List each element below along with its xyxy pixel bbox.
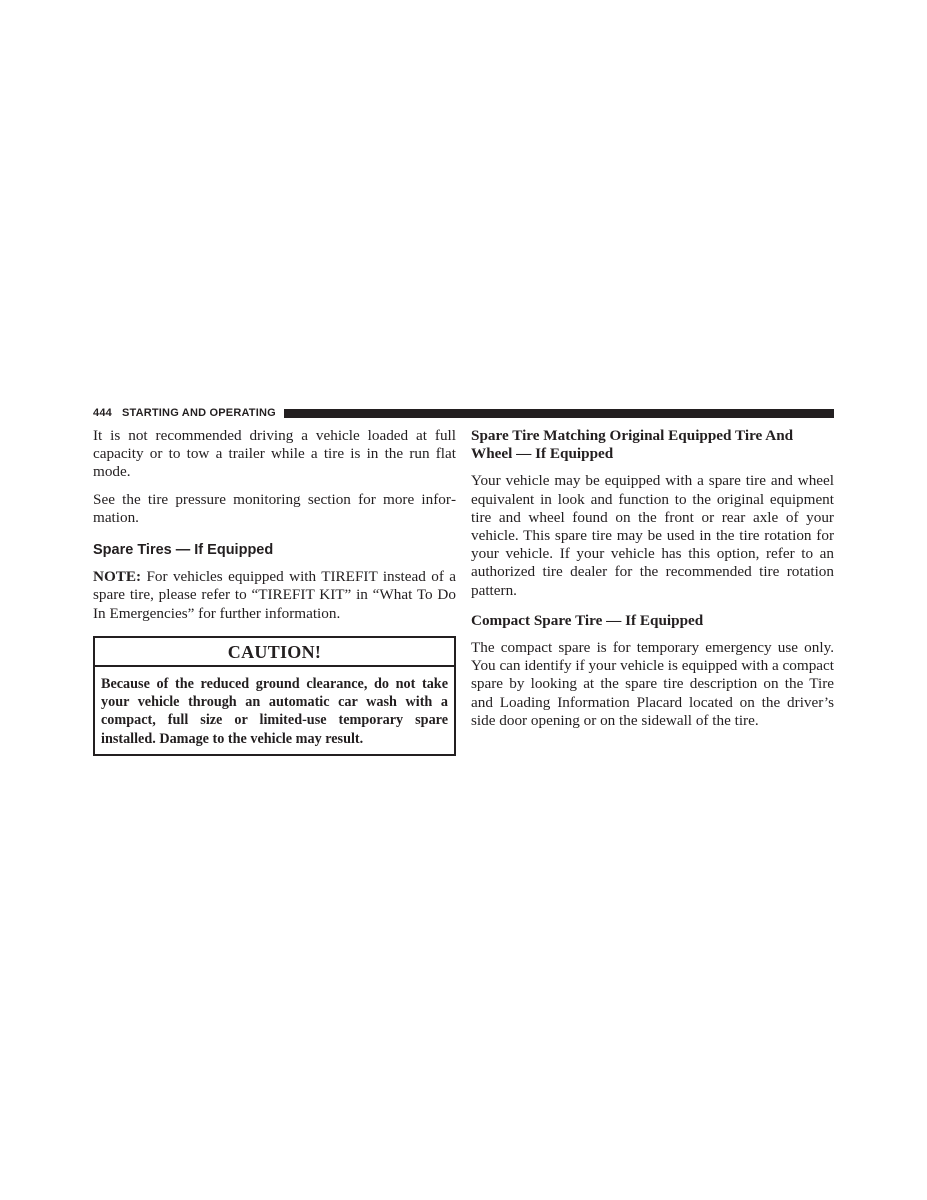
heading-compact-spare: Compact Spare Tire — If Equipped: [471, 611, 704, 629]
page-number: 444: [93, 407, 112, 419]
header-rule: [284, 409, 834, 418]
section-title: STARTING AND OPERATING: [121, 407, 276, 419]
right-column: [471, 427, 834, 739]
note-label: NOTE:: [93, 568, 142, 586]
paragraph-tpms-reference: See the tire pressure monitoring section for more information.: [93, 490, 456, 526]
caution-body: Because of the reduced ground clearance, do not take your vehicle through an automatic car wash with a compact, full size or limited-use temporary spare installed. Damage to the vehicle may result.: [101, 676, 448, 747]
caution-box: [93, 636, 456, 756]
note-text: For vehicles equipped with TIREFIT instead of a spare tire, please refer to “TIREFIT KIT” in “What To Do In Emergencies” for further information.: [93, 568, 456, 622]
heading-matching-spare: Spare Tire Matching Original Equipped Tire And Wheel — If Equipped: [471, 427, 794, 463]
left-column: [93, 427, 456, 756]
caution-title: CAUTION!: [95, 638, 454, 667]
page-header: [93, 406, 834, 420]
paragraph-run-flat: It is not recommended driving a vehicle loaded at full capacity or to tow a trailer while a tire is in the run flat mode.: [93, 427, 456, 481]
paragraph-compact-spare: The compact spare is for temporary emergency use only. You can identify if your vehicle is equipped with a compact spare by looking at the spare tire description on the Tire and Loading Information Placard located on the driver’s side door opening or on the sidewall of the tire.: [471, 639, 834, 729]
note-paragraph: [93, 568, 456, 623]
paragraph-matching-spare: Your vehicle may be equipped with a spare tire and wheel equivalent in look and function to the original equipment tire and wheel found on the front or rear axle of your vehicle. This spare tire may be used in the tire rotation for your vehicle. If your vehicle has this option, refer to an authorized tire dealer for the recommended tire rotation pattern.: [471, 472, 834, 599]
heading-spare-tires: Spare Tires — If Equipped: [93, 542, 274, 559]
